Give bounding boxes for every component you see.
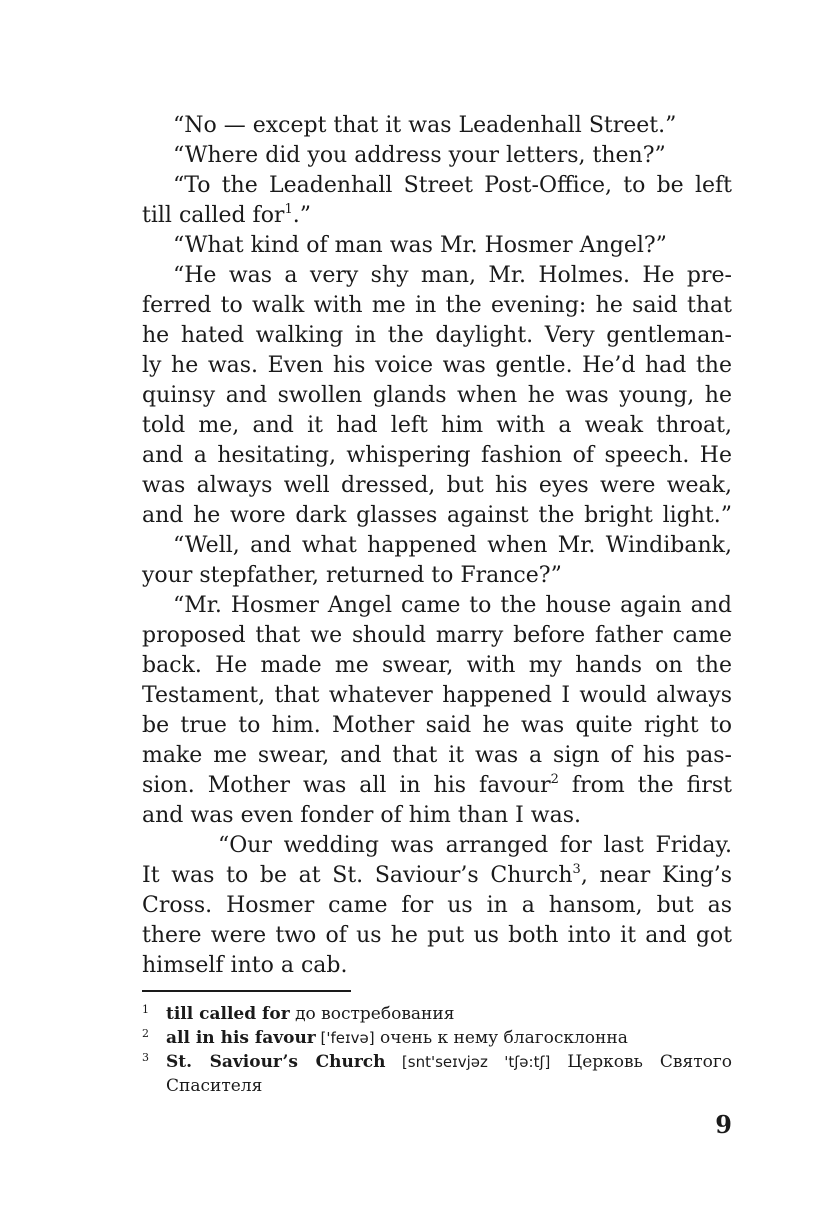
main-text: [142, 111, 732, 981]
footnote-term: till called for: [166, 1004, 290, 1024]
text-line: and a hesitating, whispering fashion of speech. He: [142, 443, 732, 468]
text-line: “Mr. Hosmer Angel came to the house again and: [173, 593, 732, 618]
footnote-term: all in his favour: [166, 1028, 316, 1048]
footnote-translation: до востребования: [289, 1004, 455, 1024]
text-fragment: till called for: [142, 203, 285, 228]
text-line: [142, 861, 732, 891]
footnote-text-continued: Спасителя: [166, 1076, 263, 1096]
text-line: and was even fonder of him than I was.: [142, 803, 582, 828]
text-line: [142, 201, 732, 231]
text-line: your stepfather, returned to France?”: [142, 563, 562, 588]
text-fragment: from the first: [558, 773, 732, 798]
text-line: and he wore dark glasses against the bright light.”: [142, 503, 732, 528]
text-fragment: It was to be at St. Saviour’s Church: [142, 863, 573, 888]
footnote-1: [142, 1002, 732, 1026]
footnote-translation: очень к нему благосклонна: [374, 1028, 628, 1048]
footnote-ref-3: 3: [572, 862, 581, 877]
footnote-text: [166, 1002, 732, 1026]
text-line: make me swear, and that it was a sign of his pas-: [142, 743, 732, 768]
text-line: there were two of us he put us both into it and got: [142, 923, 732, 948]
footnote-divider: [142, 990, 351, 992]
text-line: be true to him. Mother said he was quite right to: [142, 713, 732, 738]
footnote-text: [166, 1050, 732, 1074]
text-line: proposed that we should marry before father came: [142, 623, 732, 648]
text-line: Testament, that whatever happened I would always: [142, 683, 732, 708]
footnote-translation: Церковь Святого: [550, 1052, 732, 1072]
text-line: “He was a very shy man, Mr. Holmes. He pre-: [173, 263, 732, 288]
text-line: “What kind of man was Mr. Hosmer Angel?”: [173, 233, 667, 258]
text-line: “Well, and what happened when Mr. Windibank,: [173, 533, 732, 558]
text-line: was always well dressed, but his eyes were weak,: [142, 473, 732, 498]
footnote-number: 2: [142, 1027, 149, 1040]
text-line: ly he was. Even his voice was gentle. He’d had the: [142, 353, 732, 378]
text-fragment: , near King’s: [580, 863, 732, 888]
footnote-term: St. Saviour’s Church: [166, 1052, 386, 1072]
footnotes: [142, 1002, 732, 1098]
footnote-3: [142, 1050, 732, 1098]
text-line: back. He made me swear, with my hands on the: [142, 653, 732, 678]
footnote-number: 3: [142, 1051, 149, 1064]
footnote-ref-1: 1: [284, 202, 293, 217]
text-line: told me, and it had left him with a weak throat,: [142, 413, 732, 438]
footnote-number: 1: [142, 1003, 149, 1016]
text-line: “To the Leadenhall Street Post-Office, to be left: [173, 173, 732, 198]
text-fragment: .”: [292, 203, 311, 228]
text-line: “Where did you address your letters, then?”: [173, 143, 666, 168]
text-line: [142, 771, 732, 801]
footnote-text: [166, 1026, 732, 1050]
footnote-pronunciation: [snt'seɪvjəz 'tʃə:tʃ]: [385, 1053, 551, 1071]
page-number: 9: [715, 1110, 732, 1139]
text-line: “Our wedding was arranged for last Friday.: [218, 833, 732, 858]
text-line: ferred to walk with me in the evening: he said that: [142, 293, 732, 318]
text-line: Cross. Hosmer came for us in a hansom, but as: [142, 893, 732, 918]
text-fragment: sion. Mother was all in his favour: [142, 773, 551, 798]
footnote-2: [142, 1026, 732, 1050]
text-line: he hated walking in the daylight. Very gentleman-: [142, 323, 732, 348]
text-line: himself into a cab.: [142, 953, 348, 978]
footnote-pronunciation: ['feɪvə]: [315, 1029, 375, 1047]
footnote-ref-2: 2: [550, 772, 559, 787]
text-line: “No — except that it was Leadenhall Street.”: [173, 113, 677, 138]
text-line: quinsy and swollen glands when he was young, he: [142, 383, 732, 408]
